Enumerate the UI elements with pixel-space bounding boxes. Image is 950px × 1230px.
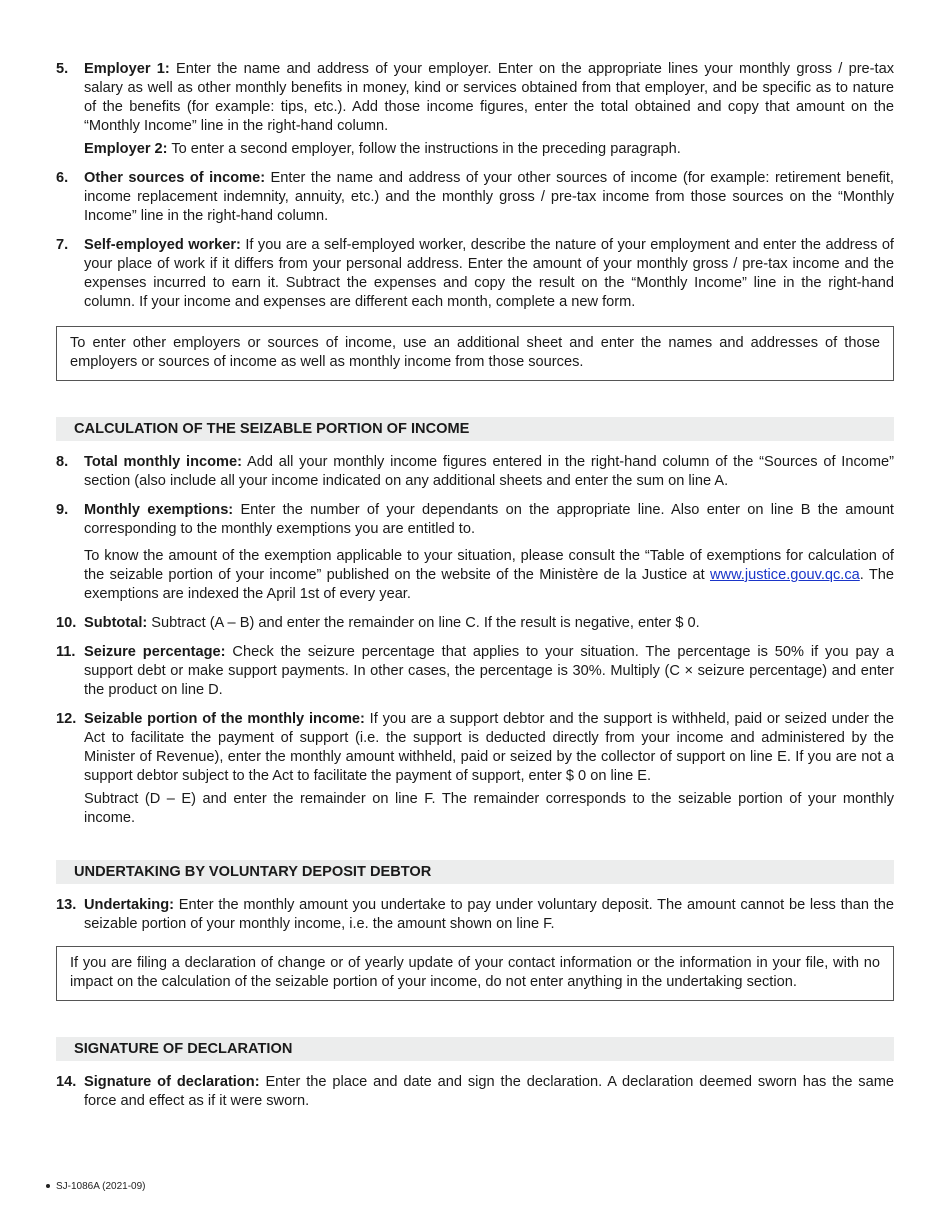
justice-website-link[interactable]: www.justice.gouv.qc.ca (709, 567, 860, 583)
item-text: Enter the monthly amount you undertake to pay under voluntary deposit. The amount cannot be less than the seizable portion of your monthly income, i.e. the amount shown on line F. (84, 897, 894, 932)
section-header-signature: SIGNATURE OF DECLARATION (56, 1037, 894, 1061)
section-header-undertaking: UNDERTAKING BY VOLUNTARY DEPOSIT DEBTOR (56, 860, 894, 884)
item-text: Check the seizure percentage that applies to your situation. The percentage is 50% if you pay a support debt or make support payments. In other cases, the percentage is 30%. Multiply (C × seizure percentage) and enter the product on line D. (84, 644, 894, 698)
bullet-icon (46, 1184, 50, 1188)
item-label: Subtotal: (84, 615, 148, 631)
form-footer (46, 1181, 146, 1193)
other-employers-note: To enter other employers or sources of income, use an additional sheet and enter the names and addresses of those employers or sources of income as well as monthly income from those sources. (56, 326, 894, 381)
item-text: Enter the number of your dependants on the appropriate line. Also enter on line B the amount corresponding to the monthly exemptions you are entitled to. (84, 502, 894, 537)
section-header-calculation: CALCULATION OF THE SEIZABLE PORTION OF INCOME (56, 417, 894, 441)
instruction-item-8 (56, 453, 894, 491)
instruction-item-6 (56, 169, 894, 226)
instruction-item-14 (56, 1073, 894, 1111)
change-declaration-note: If you are filing a declaration of change or of yearly update of your contact information or the information in your file, with no impact on the calculation of the seizable portion of your income, do not enter anything in the undertaking section. (56, 946, 894, 1001)
item-label: Seizable portion of the monthly income: (84, 711, 365, 727)
item-number: 7. (56, 237, 69, 253)
instruction-item-13 (56, 896, 894, 934)
item-label: Undertaking: (84, 897, 174, 913)
item-number: 12. (56, 711, 77, 727)
item-label: Self-employed worker: (84, 237, 241, 253)
instruction-item-9 (56, 501, 894, 604)
item-text: Add all your monthly income figures entered in the right-hand column of the “Sources of Income” section (also include all your income indicated on any additional sheets and enter the sum on line A. (84, 454, 894, 489)
instruction-item-11 (56, 643, 894, 700)
item-number: 9. (56, 502, 69, 518)
item-label: Seizure percentage: (84, 644, 226, 660)
item-number: 6. (56, 170, 69, 186)
instruction-item-5 (56, 60, 894, 159)
instruction-item-7 (56, 236, 894, 312)
item-label: Monthly exemptions: (84, 502, 234, 518)
item-number: 10. (56, 615, 77, 631)
form-code: SJ-1086A (2021-09) (56, 1181, 146, 1192)
item-text: Enter the name and address of your other sources of income (for example: retirement benefit, income replacement indemnity, annuity, etc.) and the monthly gross / pre-tax income from those sources on the “Monthly Income” line in the right-hand column. (84, 170, 894, 224)
item-text: Enter the name and address of your employer. Enter on the appropriate lines your monthly gross / pre-tax salary as well as other monthly benefits in money, kind or services obtained from that employer, and be specific as to nature of the benefits (for example: tips, etc.). Add those income figures, enter the total obtained and copy that amount on the “Monthly Income” line in the right-hand column. (84, 61, 894, 134)
item-text-2-end: . The exemptions are indexed the April 1st of every year. (84, 567, 894, 602)
item-label: Signature of declaration: (84, 1074, 260, 1090)
item-number: 11. (56, 644, 76, 660)
item-label-2: Employer 2: (84, 141, 168, 157)
item-number: 8. (56, 454, 69, 470)
item-text-2: To know the amount of the exemption applicable to your situation, please consult the “Table of exemptions for calculation of the seizable portion of your income” published on the website of the Ministère de la Justice at (84, 548, 894, 583)
instructions-page (56, 60, 894, 1121)
item-text: Enter the place and date and sign the declaration. A declaration deemed sworn has the same force and effect as if it were sworn. (84, 1074, 894, 1109)
instruction-item-12 (56, 710, 894, 828)
item-text: If you are a self-employed worker, describe the nature of your employment and enter the address of your place of work if it differs from your personal address. Enter the amount of your monthly gross / pre-tax income and the expenses incurred to earn it. Subtract the expenses and copy the result on the “Monthly Income” line in the right-hand column. If your income and expenses are different each month, complete a new form. (84, 237, 894, 310)
item-label: Total monthly income: (84, 454, 243, 470)
item-number: 13. (56, 897, 77, 913)
item-text: Subtract (A – B) and enter the remainder on line C. If the result is negative, enter $ 0. (147, 615, 700, 631)
item-text-2: Subtract (D – E) and enter the remainder on line F. The remainder corresponds to the seizable portion of your monthly income. (84, 791, 894, 826)
item-label: Employer 1: (84, 61, 170, 77)
item-number: 14. (56, 1074, 77, 1090)
instruction-item-10 (56, 614, 894, 633)
item-number: 5. (56, 61, 69, 77)
item-label: Other sources of income: (84, 170, 266, 186)
item-text-2: To enter a second employer, follow the instructions in the preceding paragraph. (167, 141, 681, 157)
item-text: If you are a support debtor and the support is withheld, paid or seized under the Act to facilitate the payment of support (i.e. the support is deducted directly from your income and administered by the Minister of Revenue), enter the monthly amount withheld, paid or seized by the collector of support on line E. If you are not a support debtor subject to the Act to facilitate the payment of support, enter $ 0 on line E. (84, 711, 895, 784)
